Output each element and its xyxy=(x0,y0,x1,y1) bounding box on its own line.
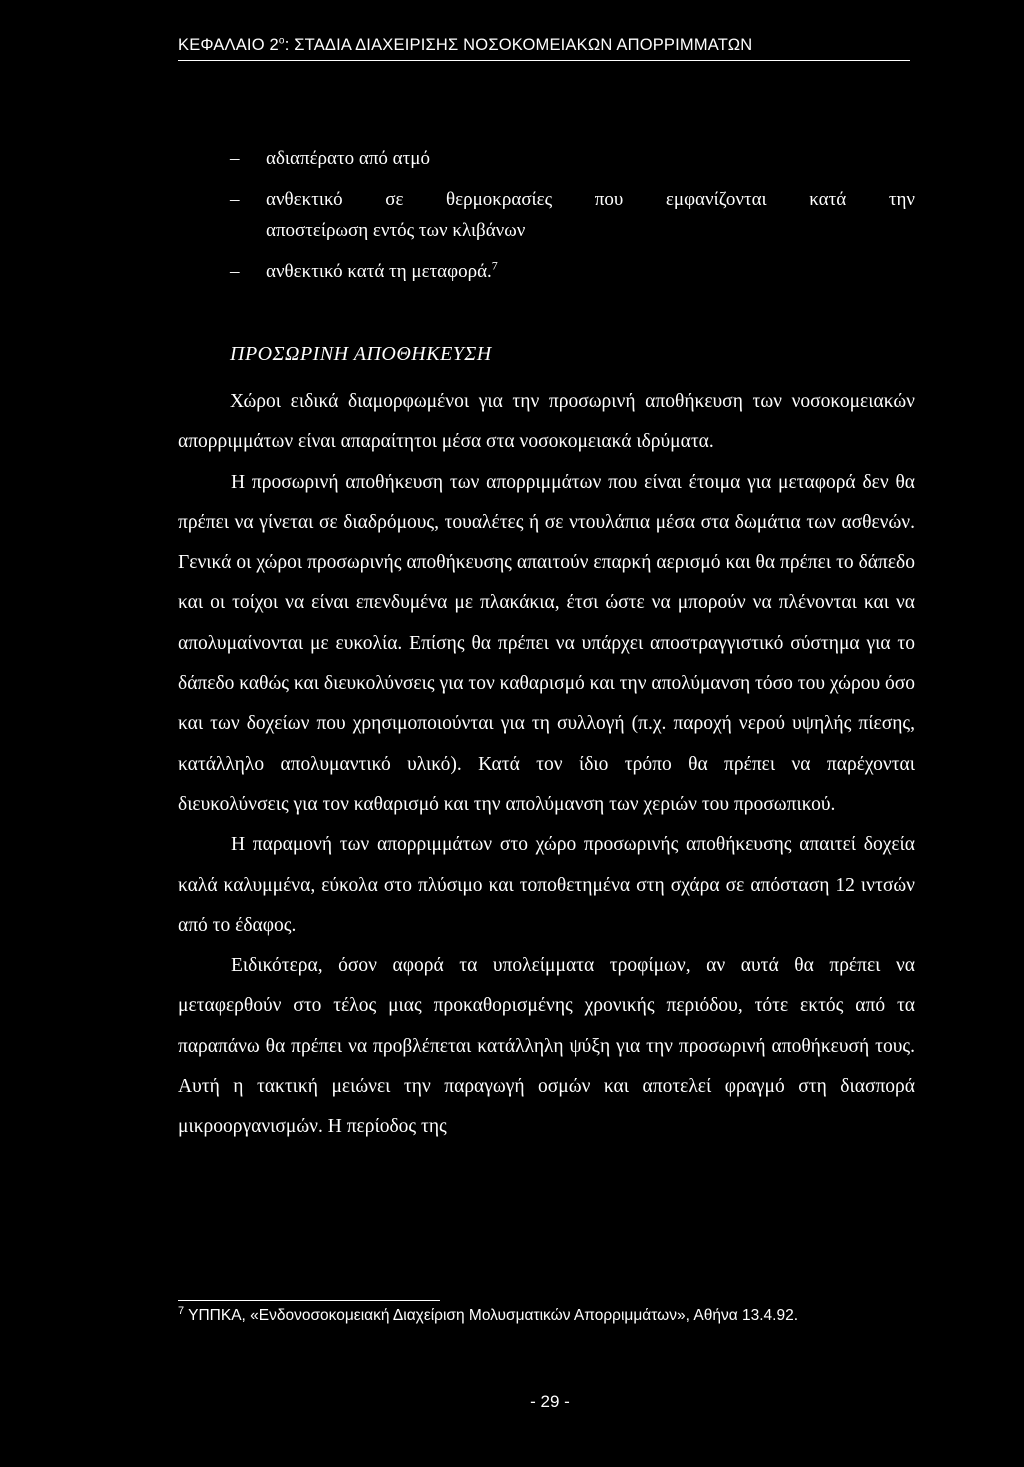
footnote-number: 7 xyxy=(178,1304,185,1317)
list-item-text: ανθεκτικό σε θερμοκρασίες που εμφανίζονται κατά την xyxy=(266,189,915,210)
list-item-text-continued: αποστείρωση εντός των κλιβάνων xyxy=(266,220,526,241)
list-item xyxy=(230,143,915,174)
list-item-text: ανθεκτικό κατά τη μεταφορά. xyxy=(266,261,492,282)
paragraph: Χώροι ειδικά διαμορφωμένοι για την προσωρινή αποθήκευση των νοσοκομειακών απορριμμάτων είναι απαραίτητοι μέσα στα νοσοκομειακά ιδρύματα. xyxy=(178,391,915,453)
running-header xyxy=(178,36,898,55)
list-item xyxy=(230,184,915,246)
header-chapter: ΚΕΦΑΛΑΙΟ 2 xyxy=(178,36,279,54)
body-text xyxy=(178,382,915,1148)
bullet-dash: – xyxy=(230,148,240,169)
list-item-text: αδιαπέρατο από ατμό xyxy=(266,148,430,169)
bullet-list xyxy=(230,143,915,297)
footnote-text: ΥΠΠΚΑ, «Ενδονοσοκομειακή Διαχείριση Μολυσματικών Απορριμμάτων», Αθήνα 13.4.92. xyxy=(184,1307,798,1324)
header-title: : ΣΤΑΔΙΑ ΔΙΑΧΕΙΡΙΣΗΣ ΝΟΣΟΚΟΜΕΙΑΚΩΝ ΑΠΟΡΡΙΜΜΑΤΩΝ xyxy=(284,36,753,54)
bullet-dash: – xyxy=(230,189,240,210)
footnote xyxy=(178,1304,798,1325)
paragraph: Ειδικότερα, όσον αφορά τα υπολείμματα τροφίμων, αν αυτά θα πρέπει να μεταφερθούν στο τέλος μιας προκαθορισμένης χρονικής περιόδου, τότε εκτός από τα παραπάνω θα πρέπει να προβλέπεται κατάλληλη ψύξη για την προσωρινή αποθήκευσή τους. Αυτή η τακτική μειώνει την παραγωγή οσμών και αποτελεί φραγμό στη διασπορά μικροοργανισμών. Η περίοδος της xyxy=(178,955,915,1138)
footnote-divider xyxy=(178,1300,440,1301)
paragraph: Η παραμονή των απορριμμάτων στο χώρο προσωρινής αποθήκευσης απαιτεί δοχεία καλά καλυμμένα, εύκολα στο πλύσιμο και τοποθετημένα στη σχάρα σε απόσταση 12 ιντσών από το έδαφος. xyxy=(178,834,915,936)
bullet-dash: – xyxy=(230,261,240,282)
page-number: - 29 - xyxy=(530,1392,570,1411)
section-heading: ΠΡΟΣΩΡΙΝΗ ΑΠΟΘΗΚΕΥΣΗ xyxy=(230,343,492,365)
header-superscript: ο xyxy=(278,35,285,47)
list-item xyxy=(230,256,915,287)
footnote-reference: 7 xyxy=(491,258,498,273)
paragraph: Η προσωρινή αποθήκευση των απορριμμάτων που είναι έτοιμα για μεταφορά δεν θα πρέπει να γίνεται σε διαδρόμους, τουαλέτες ή σε ντουλάπια μέσα στα δωμάτια των ασθενών. Γενικά οι χώροι προσωρινής αποθήκευσης απαιτούν επαρκή αερισμό και θα πρέπει το δάπεδο και οι τοίχοι να είναι επενδυμένα με πλακάκια, έτσι ώστε να μπορούν να πλένονται και να απολυμαίνονται με ευκολία. Επίσης θα πρέπει να υπάρχει αποστραγγιστικό σύστημα για το δάπεδο καθώς και διευκολύνσεις για τον καθαρισμό και την απολύμανση τόσο του χώρου όσο και των δοχείων που χρησιμοποιούνται για τη συλλογή (π.χ. παροχή νερού υψηλής πίεσης, κατάλληλο απολυμαντικό υλικό). Κατά τον ίδιο τρόπο θα πρέπει να παρέχονται διευκολύνσεις για τον καθαρισμό και την απολύμανση των χεριών του προσωπικού. xyxy=(178,471,915,815)
header-divider xyxy=(178,60,910,61)
